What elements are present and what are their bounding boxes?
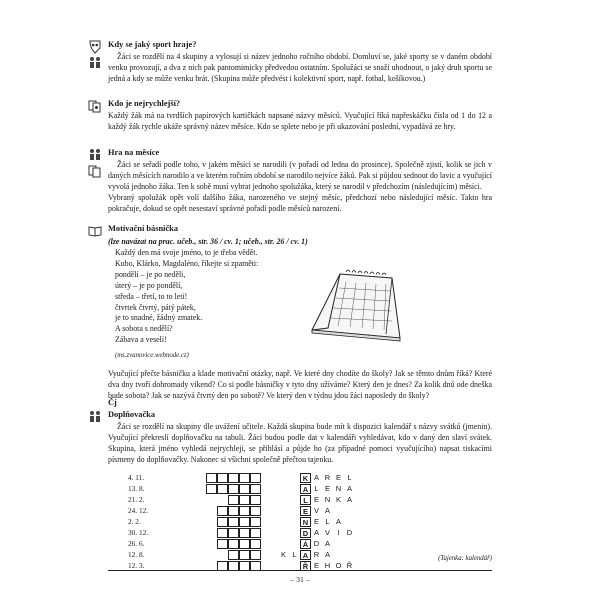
- crossword-letter: E: [313, 561, 319, 570]
- section-text: Každý žák má na tvrdších papírových kartičkách napsané názvy měsíců. Vyučující říká napřeskáčku čísla od 1 do 12 a každý žák rychle ukáže správný název měsíce. Kdo se splete nebo je při ukazování poslední, vypadává ze hry.: [108, 111, 492, 131]
- poem-source: (ms.zvanovice.webnode.cz): [115, 352, 189, 360]
- group-students-icon: [88, 148, 102, 162]
- crossword-empty-cell: [228, 539, 239, 549]
- crossword-letter: A: [324, 539, 330, 548]
- crossword-letter: V: [313, 506, 319, 515]
- calendar-illustration: [300, 268, 410, 356]
- crossword-empty-cell: [228, 506, 239, 516]
- crossword-empty-cell: [217, 484, 228, 494]
- crossword-empty-cell: [217, 517, 228, 527]
- poem-line: středa – třetí, to to letí!: [115, 291, 188, 301]
- poem-line: úterý – je po pondělí,: [115, 280, 183, 290]
- crossword-key-letter: A: [300, 484, 311, 494]
- crossword-empty-cell: [239, 528, 250, 538]
- crossword-empty-cell: [217, 473, 228, 483]
- crossword-date: 21. 2.: [128, 495, 145, 504]
- section-title: Doplňovačka: [108, 410, 156, 419]
- crossword-letter: V: [324, 528, 330, 537]
- crossword-letter: R: [324, 473, 331, 482]
- crossword-date: 12. 3.: [128, 561, 145, 570]
- crossword-empty-cell: [250, 550, 261, 560]
- crossword-letter: D: [313, 539, 320, 548]
- poem-line: Každý den má svoje jméno, to je třeba vědět.: [115, 248, 258, 257]
- section-title: Motivační básnička: [108, 224, 179, 233]
- crossword-date: 4. 11.: [128, 473, 145, 482]
- section-title: Hra na měsíce: [108, 148, 160, 157]
- crossword-empty-cell: [206, 484, 217, 494]
- crossword-empty-cell: [239, 550, 250, 560]
- poem-line: pondělí – je po neděli,: [115, 269, 186, 279]
- poem-line: čtvrtek čtvrtý, pátý pátek,: [115, 302, 196, 312]
- crossword-empty-cell: [250, 517, 261, 527]
- crossword-letter: D: [346, 528, 353, 537]
- crossword-empty-cell: [228, 473, 239, 483]
- crossword-date: 12. 8.: [128, 550, 145, 559]
- section-crossword: [108, 398, 492, 466]
- crossword-key-letter: Ř: [300, 561, 311, 571]
- crossword-letter: E: [335, 473, 341, 482]
- crossword-empty-cell: [239, 539, 250, 549]
- crossword-letter: N: [324, 495, 331, 504]
- crossword-key-letter: Á: [300, 539, 311, 549]
- poem-line: je to snadné, žádný zmatek.: [115, 313, 203, 323]
- section-title: Kdy se jaký sport hraje?: [108, 40, 197, 49]
- crossword-letter: O: [335, 561, 342, 570]
- crossword-letter: A: [313, 473, 319, 482]
- crossword-letter: A: [324, 506, 330, 515]
- crossword-letter: K: [280, 550, 286, 559]
- section-text: Žáci se rozdělí na skupiny dle uvážení učitele. Každá skupina bude mít k dispozici kalendář s názvy svátků (jmenin). Vyučující překreslí doplňovačku na tabuli. Žáci budou podle dat v kalendáři vyhledávat, kdo v daný den slaví svátek. Skupina, která jméno vyhledá nejrychleji, se přihlásí a půjde ho (za případné pomoci vyučujícího) napsat tiskacími písmeny do doplňovačky. Nakonec si všichni společně přečtou tajenku.: [108, 422, 492, 464]
- poem-line: Zábava a veselí!: [115, 335, 167, 345]
- crossword-letter: I: [337, 528, 340, 537]
- section-months: [108, 148, 492, 215]
- crossword-letter: E: [313, 517, 319, 526]
- crossword-letter: K: [335, 495, 341, 504]
- crossword-empty-cell: [250, 506, 261, 516]
- crossword-key-letter: N: [300, 517, 311, 527]
- cards-activity-icon: [88, 164, 102, 178]
- section-fastest: [108, 99, 492, 133]
- crossword-letter: A: [324, 550, 330, 559]
- crossword-empty-cell: [228, 495, 239, 505]
- crossword-empty-cell: [250, 484, 261, 494]
- section-title: Kdo je nejrychlejší?: [108, 99, 181, 108]
- solution-note: (Tajenka: kalendář): [438, 555, 492, 562]
- page-number: – 31 –: [290, 575, 310, 584]
- crossword-empty-cell: [250, 539, 261, 549]
- poem-line: Kubo, Klárko, Magdaléno, říkejte si zpaměti:: [115, 258, 259, 268]
- crossword-empty-cell: [206, 473, 217, 483]
- section-text-2: Vybraný spolužák opět volí dalšího žáka, narozeného ve stejný měsíc, předchozí nebo následující měsíc. Takto hra pokračuje, dokud se opět nesestaví správné pořadí podle měsíců narození.: [108, 192, 492, 213]
- crossword-letter: A: [313, 528, 319, 537]
- crossword-letter: R: [313, 550, 320, 559]
- crossword-letter: L: [325, 517, 330, 526]
- crossword-date: 2. 2.: [128, 517, 141, 526]
- crossword-letter: A: [346, 495, 352, 504]
- crossword-key-letter: L: [300, 495, 311, 505]
- crossword-key-letter: A: [300, 550, 311, 560]
- crossword-letter: N: [335, 484, 342, 493]
- poem-line: A sobota s nedělí?: [115, 324, 173, 334]
- group-activity-icon: [88, 40, 102, 54]
- crossword-letter: A: [346, 484, 352, 493]
- open-book-icon: [88, 224, 102, 238]
- crossword-empty-cell: [239, 517, 250, 527]
- crossword-key-letter: K: [300, 473, 311, 483]
- crossword-empty-cell: [217, 506, 228, 516]
- crossword-empty-cell: [228, 517, 239, 527]
- crossword-key-letter: E: [300, 506, 311, 516]
- crossword-date: 30. 12.: [128, 528, 149, 537]
- section-text: Žáci se rozdělí na 4 skupiny a vylosují si název jednoho ročního období. Domluví se, jaké sporty se v daném období venku provozují, a dva z nich pak pantomimicky předvedou ostatním. Spolužáci se snaží uhodnout, o jaký druh sportu se jedná a kdy se může venku hrát. (Skupina může předvést i kolektivní sport, např. fotbal, košíkovou.): [108, 52, 492, 83]
- crossword-date: 13. 8.: [128, 484, 145, 493]
- crossword-empty-cell: [217, 539, 228, 549]
- crossword-empty-cell: [239, 506, 250, 516]
- crossword-empty-cell: [239, 484, 250, 494]
- crossword-letter: Ř: [346, 561, 353, 570]
- crossword-empty-cell: [228, 550, 239, 560]
- crossword-empty-cell: [250, 495, 261, 505]
- crossword-empty-cell: [217, 528, 228, 538]
- crossword-key-letter: D: [300, 528, 311, 538]
- crossword-date: 26. 6.: [128, 539, 145, 548]
- crossword-letter: A: [335, 517, 341, 526]
- poem-questions: Vyučující přečte básničku a klade motivační otázky, např. Ve které dny chodíte do školy? Jak se těmto dnům říká? Které dva dny tvoří dohromady víkend? Co si podle básničky v tyto dny užíváme? Který den je dnes? Za kolik dnů ode dneška bude sobota? Jak se nazývá čtvrtý den po sobotě? Ve který den v týdnu jdou žáci naposledy do školy?: [108, 369, 492, 400]
- crossword-empty-cell: [250, 473, 261, 483]
- cards-activity-icon: [88, 99, 102, 113]
- crossword-letter: L: [347, 473, 352, 482]
- crossword-empty-cell: [239, 473, 250, 483]
- crossword-letter: L: [314, 484, 319, 493]
- crossword-empty-cell: [250, 528, 261, 538]
- crossword-letter: E: [313, 495, 319, 504]
- section-text: Žáci se seřadí podle toho, v jakém měsíci se narodili (v pořadí od ledna do prosince). Společně zjistí, kolik se jich v daných měsících narodilo a ve kterém ročním období se narodilo nejvíce žáků. Pak si půjdou sednout do lavic a vyučující vyvolá jednoho žáka. Ten k sobě musí vybrat jednoho spolužáka, který se narodil v předchozím (následujícím) měsíci.: [108, 160, 492, 191]
- crossword-empty-cell: [239, 495, 250, 505]
- crossword-empty-cell: [228, 528, 239, 538]
- footer-rule: [108, 570, 492, 571]
- crossword-letter: L: [292, 550, 297, 559]
- crossword-date: 24. 12.: [128, 506, 149, 515]
- section-sport: [108, 40, 492, 85]
- crossword-empty-cell: [228, 484, 239, 494]
- reference-note: (lze navázat na prac. učeb., str. 36 / cv. 1; učeb., str. 26 / cv. 1): [108, 237, 308, 246]
- crossword-letter: H: [324, 561, 331, 570]
- subject-label: Čj: [108, 398, 117, 407]
- pair-students-icon: [88, 56, 102, 70]
- crossword-letter: E: [324, 484, 330, 493]
- pair-students-icon: [88, 410, 102, 424]
